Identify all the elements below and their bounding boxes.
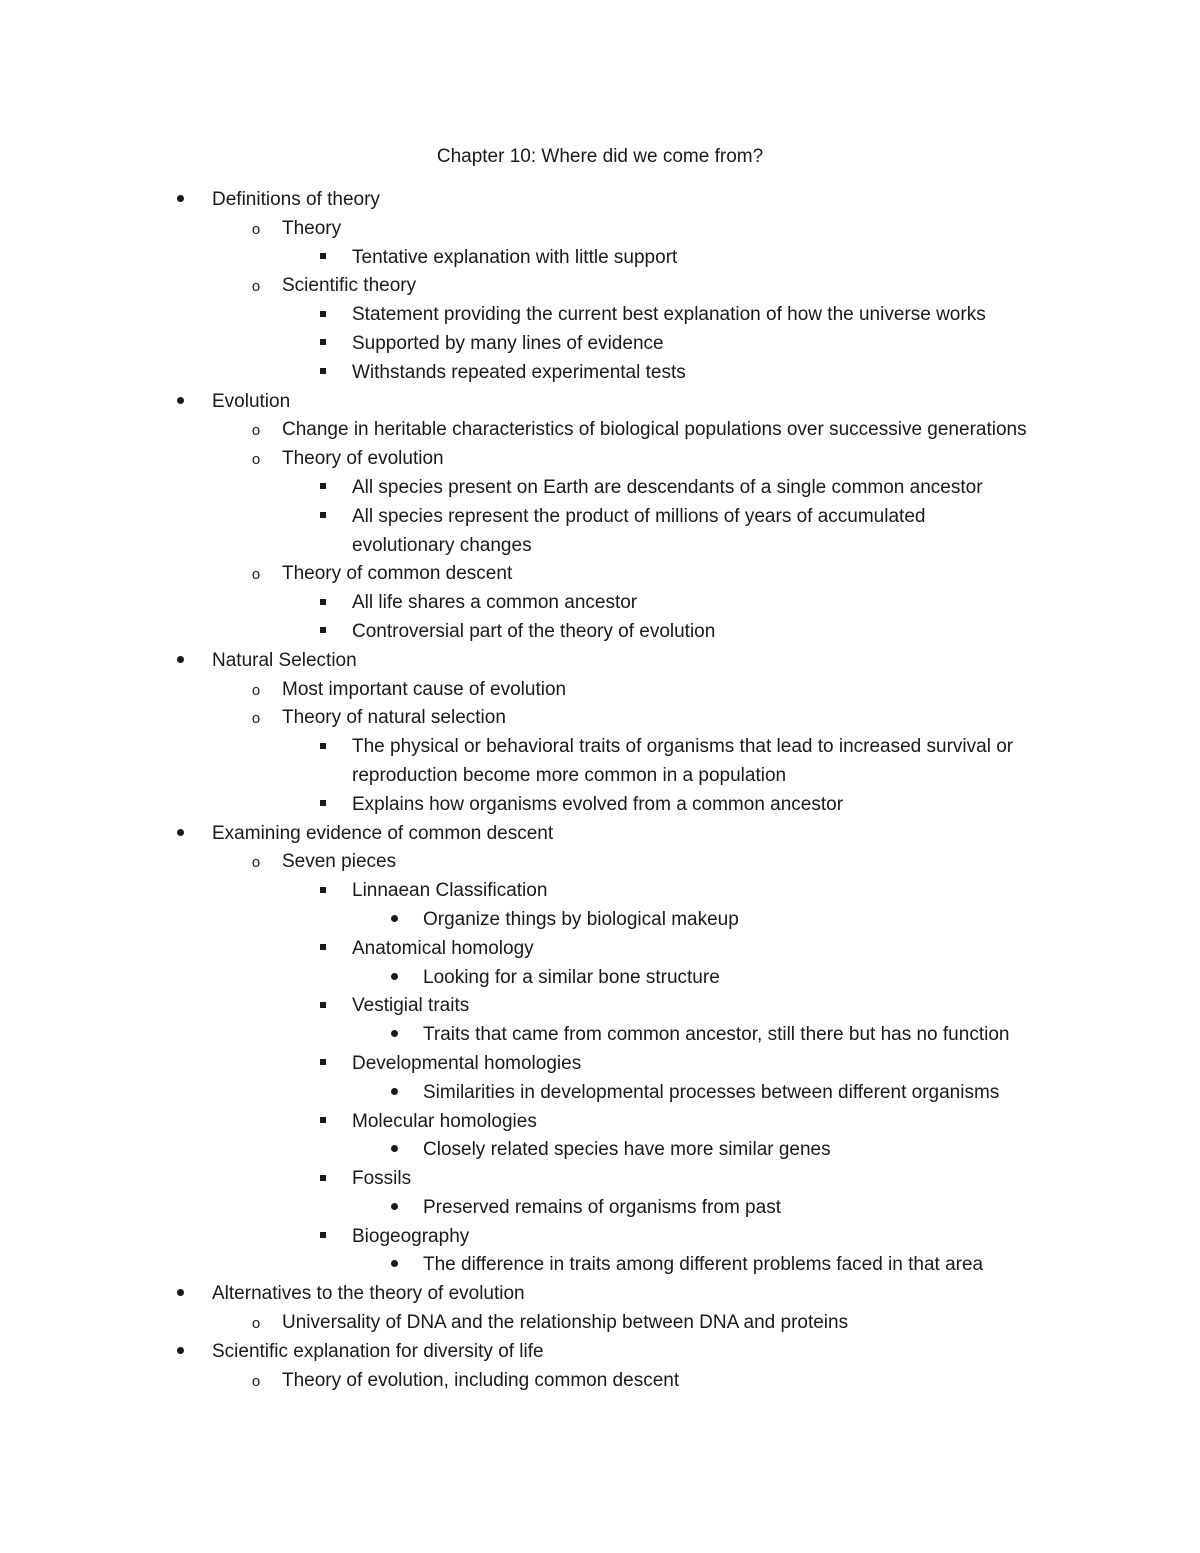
outline-item-level-2: [0, 1367, 1200, 1396]
outline-item-text: Fossils: [352, 1168, 412, 1190]
outline-item-text: [352, 733, 1052, 791]
outline-item-text: Scientific theory: [282, 275, 417, 297]
bullet-dot-icon: [170, 186, 190, 215]
bullet-square-icon: [313, 877, 333, 906]
bullet-ring-icon: o: [251, 451, 261, 469]
outline-item-level-2: [0, 1309, 1200, 1338]
bullet-square-icon: [313, 301, 333, 330]
outline-item-text-line: The physical or behavioral traits of organisms that lead to increased survival or: [352, 736, 1014, 758]
bullet-dot-icon: [384, 964, 404, 993]
bullet-dot-icon: [384, 1251, 404, 1280]
outline-item-level-1: [0, 1338, 1200, 1367]
outline-item-level-4: [0, 1079, 1200, 1108]
outline-item-text: Tentative explanation with little support: [352, 246, 678, 268]
outline-item-level-3: [0, 244, 1200, 273]
outline-item-text: Alternatives to the theory of evolution: [212, 1283, 525, 1305]
outline-item-level-3: [0, 1108, 1200, 1137]
bullet-ring-icon: o: [251, 1315, 261, 1333]
outline-item-text: Statement providing the current best explanation of how the universe works: [352, 304, 986, 326]
bullet-dot-icon: [384, 1021, 404, 1050]
page-title: Chapter 10: Where did we come from?: [436, 146, 764, 167]
outline-item-text: Seven pieces: [282, 851, 397, 873]
outline-item-text-line: evolutionary changes: [352, 534, 532, 556]
bullet-ring-icon: o: [251, 854, 261, 872]
outline-item-level-3: [0, 935, 1200, 964]
bullet-square-icon: [313, 589, 333, 618]
bullet-ring-icon: o: [251, 566, 261, 584]
outline-item-text: Most important cause of evolution: [282, 678, 567, 700]
outline-item-text: Vestigial traits: [352, 995, 470, 1017]
outline-item-text-line: All species represent the product of millions of years of accumulated: [352, 505, 926, 527]
outline-item-level-2: [0, 848, 1200, 877]
bullet-square-icon: [313, 1050, 333, 1079]
bullet-square-icon: [313, 1165, 333, 1194]
outline-item-level-1: [0, 820, 1200, 849]
outline-item-text-line: reproduction become more common in a population: [352, 764, 787, 786]
bullet-ring-icon: o: [251, 710, 261, 728]
outline-item-level-4: [0, 1136, 1200, 1165]
bullet-ring-icon: o: [251, 681, 261, 699]
bullet-square-icon: [313, 1108, 333, 1137]
outline-item-level-3: [0, 791, 1200, 820]
outline-item-text: Looking for a similar bone structure: [423, 966, 720, 988]
outline-item-level-4: [0, 1251, 1200, 1280]
bullet-square-icon: [313, 618, 333, 647]
outline-item-text: Definitions of theory: [212, 189, 380, 210]
outline-item-text: Biogeography: [352, 1225, 470, 1247]
bullet-dot-icon: [384, 1194, 404, 1223]
bullet-square-icon: [313, 244, 333, 273]
outline-item-text: Theory of evolution, including common descent: [282, 1369, 680, 1391]
outline-item-text: Molecular homologies: [352, 1110, 537, 1132]
outline-item-level-2: [0, 704, 1200, 733]
outline-item-text: Withstands repeated experimental tests: [352, 361, 686, 383]
bullet-square-icon: [313, 791, 333, 820]
bullet-square-icon: [313, 935, 333, 964]
bullet-dot-icon: [170, 1338, 190, 1367]
outline-item-text: All species present on Earth are descendants of a single common ancestor: [352, 476, 983, 498]
outline-item-level-3: [0, 301, 1200, 330]
outline-item-text: Supported by many lines of evidence: [352, 332, 664, 354]
outline-item-level-1: [0, 1280, 1200, 1309]
bullet-dot-icon: [384, 1136, 404, 1165]
bullet-ring-icon: o: [251, 220, 261, 238]
outline-item-level-1: [0, 186, 1200, 215]
outline-item-level-2: [0, 560, 1200, 589]
outline-item-level-1: [0, 388, 1200, 417]
outline-item-level-3: [0, 1165, 1200, 1194]
outline-item-text: The difference in traits among different problems faced in that area: [423, 1254, 984, 1276]
outline-item-text: Explains how organisms evolved from a common ancestor: [352, 793, 844, 815]
outline-item-level-1: [0, 647, 1200, 676]
outline-item-text: Change in heritable characteristics of biological populations over successive generations: [282, 419, 1027, 441]
outline-item-text: Theory of evolution: [282, 448, 444, 470]
outline-item-text: Universality of DNA and the relationship between DNA and proteins: [282, 1312, 849, 1334]
outline-item-level-4: [0, 906, 1200, 935]
outline-item-text: Evolution: [212, 390, 291, 412]
bullet-dot-icon: [384, 906, 404, 935]
outline-item-level-4: [0, 1021, 1200, 1050]
bullet-square-icon: [313, 992, 333, 1021]
bullet-ring-icon: o: [251, 278, 261, 296]
outline-item-text: Organize things by biological makeup: [423, 908, 739, 930]
outline-item-text: Traits that came from common ancestor, still there but has no function: [423, 1024, 1010, 1046]
outline-item-text: Closely related species have more similar genes: [423, 1139, 831, 1161]
outline-item-level-3: [0, 359, 1200, 388]
outline-item-level-3: [0, 1050, 1200, 1079]
outline-item-text: Theory of natural selection: [282, 707, 506, 729]
outline-item-text: Theory: [282, 217, 342, 239]
bullet-square-icon: [313, 733, 333, 762]
bullet-dot-icon: [170, 1280, 190, 1309]
outline-item-text: [352, 503, 1052, 561]
outline-item-text: Examining evidence of common descent: [212, 822, 554, 844]
outline-item-level-4: [0, 1194, 1200, 1223]
outline-item-text: Anatomical homology: [352, 937, 534, 959]
outline-item-text: All life shares a common ancestor: [352, 592, 638, 614]
outline-item-level-3: [0, 877, 1200, 906]
bullet-ring-icon: o: [251, 1372, 261, 1390]
outline-item-text: Controversial part of the theory of evolution: [352, 620, 716, 642]
outline-item-text: Linnaean Classification: [352, 880, 548, 902]
outline-item-text: Scientific explanation for diversity of life: [212, 1340, 544, 1362]
outline-item-level-3: [0, 330, 1200, 359]
bullet-square-icon: [313, 474, 333, 503]
outline-item-level-3: [0, 733, 1200, 791]
bullet-dot-icon: [384, 1079, 404, 1108]
bullet-dot-icon: [170, 647, 190, 676]
bullet-square-icon: [313, 503, 333, 532]
outline-item-text: Developmental homologies: [352, 1052, 582, 1074]
outline-item-level-3: [0, 474, 1200, 503]
outline-item-text: Similarities in developmental processes between different organisms: [423, 1081, 1000, 1103]
bullet-square-icon: [313, 330, 333, 359]
outline-item-level-3: [0, 618, 1200, 647]
outline-item-text: Theory of common descent: [282, 563, 513, 585]
outline-item-level-2: [0, 445, 1200, 474]
bullet-dot-icon: [170, 820, 190, 849]
outline-item-level-3: [0, 589, 1200, 618]
bullet-square-icon: [313, 359, 333, 388]
outline-item-level-4: [0, 964, 1200, 993]
bullet-square-icon: [313, 1223, 333, 1252]
outline-item-level-2: [0, 676, 1200, 705]
outline-item-level-2: [0, 215, 1200, 244]
bullet-dot-icon: [170, 388, 190, 417]
outline-item-level-2: [0, 416, 1200, 445]
bullet-ring-icon: o: [251, 422, 261, 440]
outline-item-level-3: [0, 992, 1200, 1021]
outline-list: [0, 186, 1200, 1395]
outline-item-level-3: [0, 503, 1200, 561]
outline-item-text: Natural Selection: [212, 649, 357, 671]
outline-item-level-3: [0, 1223, 1200, 1252]
outline-item-text: Preserved remains of organisms from past: [423, 1196, 781, 1218]
outline-item-level-2: [0, 272, 1200, 301]
